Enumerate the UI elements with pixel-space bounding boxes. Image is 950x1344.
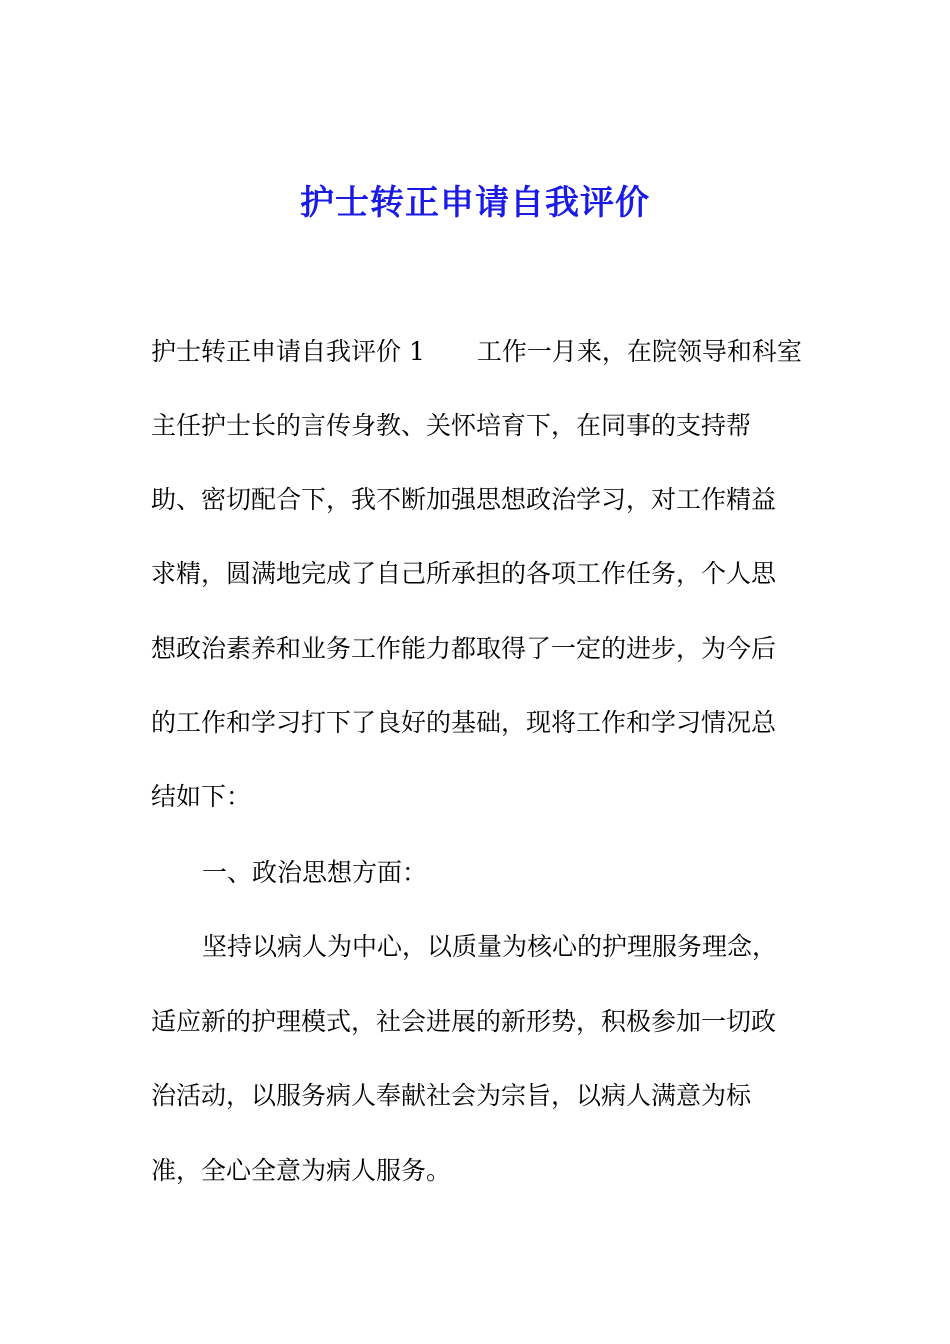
paragraph-line: 治活动，以服务病人奉献社会为宗旨，以病人满意为标 xyxy=(151,1081,752,1110)
paragraph-line: 想政治素养和业务工作能力都取得了一定的进步，为今后 xyxy=(151,634,777,663)
line-text: 工作一月来，在院领导和科室 xyxy=(476,337,802,366)
paragraph-line: 主任护士长的言传身教、关怀培育下，在同事的支持帮 xyxy=(151,411,752,440)
paragraph-line xyxy=(151,334,802,370)
document-title: 护士转正申请自我评价 xyxy=(300,183,650,223)
paragraph-line: 求精，圆满地完成了自己所承担的各项工作任务，个人思 xyxy=(151,559,777,588)
paragraph-line: 结如下： xyxy=(151,782,252,811)
intro-heading: 护士转正申请自我评价 1 xyxy=(151,337,425,366)
paragraph-line: 的工作和学习打下了良好的基础，现将工作和学习情况总 xyxy=(151,708,777,737)
paragraph-line: 适应新的护理模式，社会进展的新形势，积极参加一切政 xyxy=(151,1007,777,1036)
paragraph-line: 准，全心全意为病人服务。 xyxy=(151,1156,452,1185)
section-heading: 一、政治思想方面： xyxy=(202,858,428,887)
paragraph-line: 坚持以病人为中心，以质量为核心的护理服务理念， xyxy=(202,932,778,961)
paragraph-line: 助、密切配合下，我不断加强思想政治学习，对工作精益 xyxy=(151,485,777,514)
